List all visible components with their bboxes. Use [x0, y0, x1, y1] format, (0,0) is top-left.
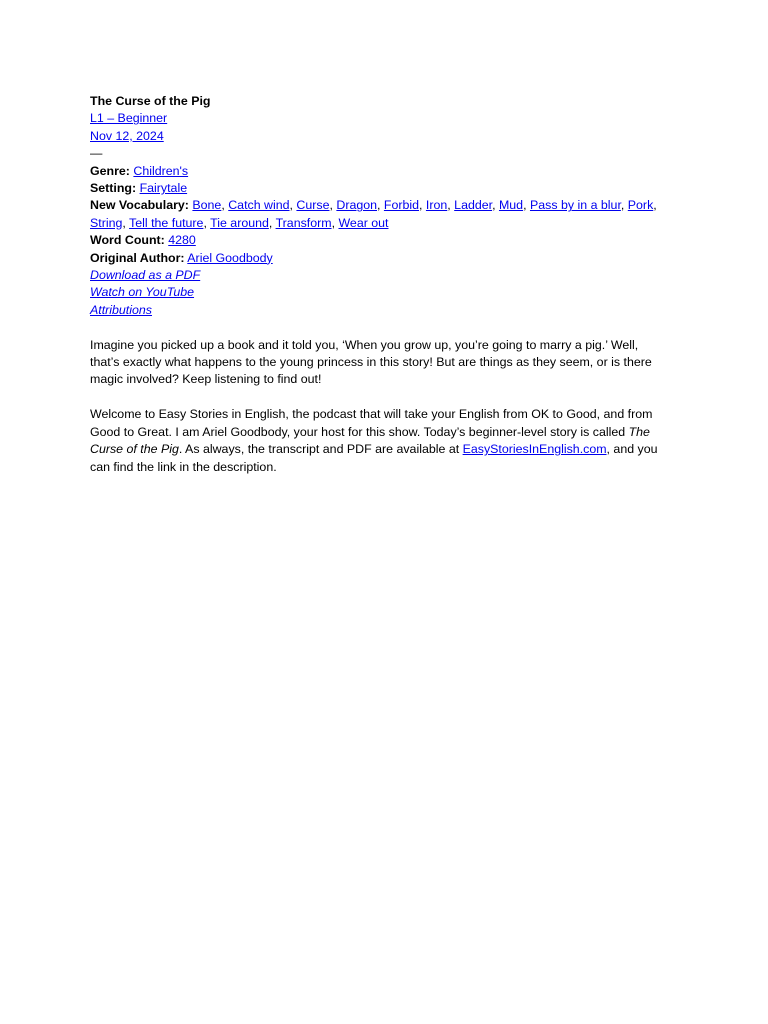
vocab-link[interactable]: Ladder: [454, 198, 493, 213]
author-link[interactable]: Ariel Goodbody: [187, 250, 273, 265]
word-count-link[interactable]: 4280: [168, 233, 196, 248]
setting-label: Setting:: [90, 181, 137, 196]
welcome-text-before: Welcome to Easy Stories in English, the podcast that will take your English from OK to Good, and from Good to Great. I am Ariel Goodbody, your host for this show. Today’s beginner-level story is called: [90, 407, 653, 439]
watch-youtube-link[interactable]: Watch on YouTube: [90, 285, 195, 300]
welcome-text-after: , and you can find the link in the description.: [90, 442, 658, 474]
welcome-paragraph: [90, 406, 668, 476]
vocab-link[interactable]: Pass by in a blur: [529, 198, 621, 213]
intro-paragraph: Imagine you picked up a book and it told you, ‘When you grow up, you’re going to marry a pig.’ Well, that’s exactly what happens to the young princess in this story! But are things as they seem, or is there magic involved? Keep listening to find out!: [90, 337, 652, 387]
vocab-link[interactable]: Wear out: [338, 215, 389, 230]
vocab-link[interactable]: Transform: [275, 215, 332, 230]
vocab-link[interactable]: Mud: [498, 198, 524, 213]
genre-label: Genre:: [90, 163, 130, 178]
date-link[interactable]: Nov 12, 2024: [90, 128, 164, 143]
level-line: [90, 110, 680, 127]
story-title-inline: The Curse of the Pig: [90, 424, 650, 457]
vocab-link[interactable]: Bone: [192, 198, 222, 213]
vocab-link[interactable]: Dragon: [336, 198, 378, 213]
download-pdf-line: [90, 267, 680, 284]
setting-line: [90, 180, 680, 197]
youtube-line: [90, 284, 680, 301]
vocab-link[interactable]: String: [90, 215, 123, 230]
vocabulary-label: New Vocabulary:: [90, 198, 189, 213]
vocab-link[interactable]: Catch wind: [228, 198, 290, 213]
vocab-link[interactable]: Iron: [425, 198, 448, 213]
vocab-link[interactable]: Tell the future: [129, 215, 204, 230]
download-pdf-link[interactable]: Download as a PDF: [90, 268, 201, 283]
site-link[interactable]: EasyStoriesInEnglish.com: [462, 442, 607, 457]
date-line: [90, 128, 680, 145]
vocab-link[interactable]: Forbid: [383, 198, 420, 213]
genre-line: [90, 163, 680, 180]
author-label: Original Author:: [90, 250, 185, 265]
story-title: The Curse of the Pig: [90, 94, 211, 108]
vocab-link[interactable]: Curse: [296, 198, 330, 213]
story-title-line: [90, 93, 680, 110]
separator: —: [90, 146, 103, 161]
word-count-label: Word Count:: [90, 233, 165, 248]
vocab-link[interactable]: Tie around: [210, 215, 269, 230]
attributions-line: [90, 302, 680, 319]
story-info-block: [90, 93, 680, 488]
vocabulary-line: New Vocabulary: Bone, Catch wind, Curse, Dragon, Forbid, Iron, Ladder, Mud, Pass by in a blur, Pork, String, Tell the future, Tie around, Transform, Wear out: [90, 198, 657, 230]
setting-link[interactable]: Fairytale: [139, 181, 188, 196]
attributions-link[interactable]: Attributions: [90, 302, 152, 317]
author-line: [90, 250, 680, 267]
genre-link[interactable]: Children's: [133, 163, 189, 178]
welcome-text-middle: . As always, the transcript and PDF are available at: [178, 442, 463, 457]
level-link[interactable]: L1 – Beginner: [90, 111, 168, 126]
vocab-link[interactable]: Pork: [627, 198, 654, 213]
word-count-line: [90, 232, 680, 249]
